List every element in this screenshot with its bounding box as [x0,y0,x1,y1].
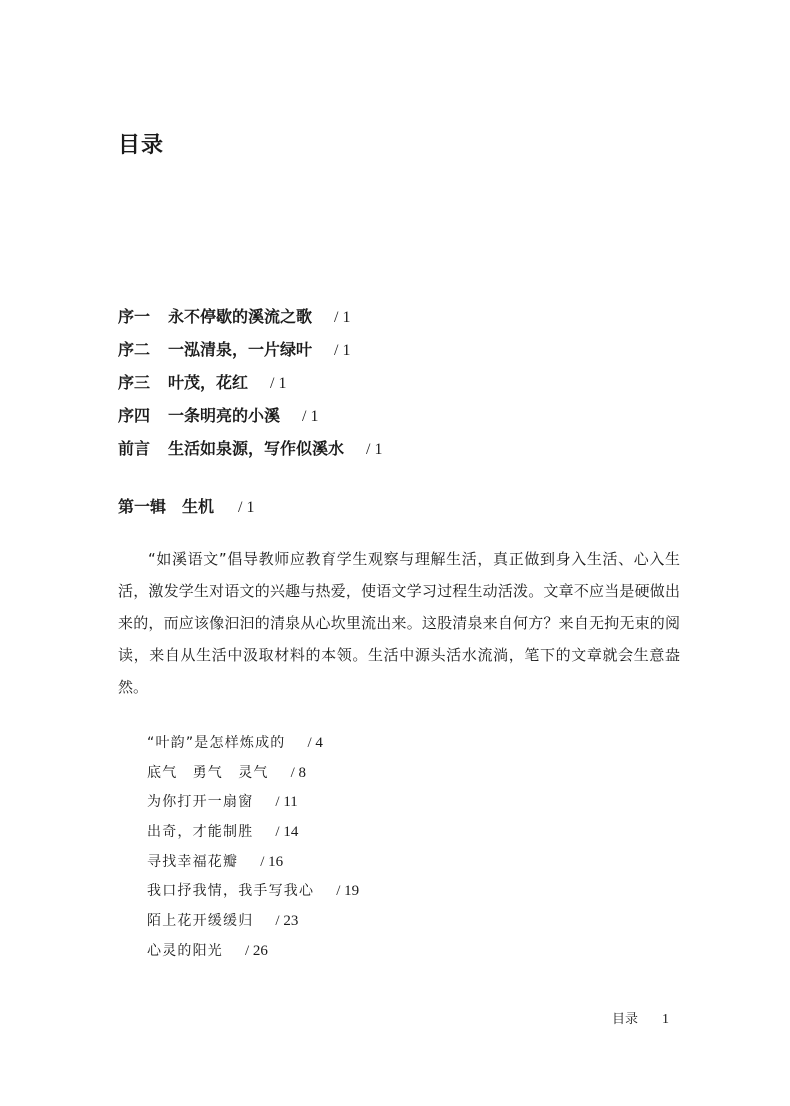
toc-entry-title: 一条明亮的小溪 [168,406,281,425]
toc-entry-label: 序三 [118,373,151,392]
toc-entry[interactable] [118,370,718,403]
toc-entry-title: 一泓清泉，一片绿叶 [168,340,313,359]
article-entry[interactable] [147,909,647,939]
toc-entry-title: 生活如泉源，写作似溪水 [168,439,345,458]
section-heading[interactable] [118,494,254,520]
article-title: 我口抒我情，我手写我心 [147,883,315,900]
section-page: / 1 [238,499,255,516]
article-title: 心灵的阳光 [147,942,223,959]
article-entry[interactable] [147,731,647,761]
toc-entry-title: 叶茂，花红 [168,373,249,392]
footer-label: 目录 [612,1012,639,1027]
toc-entry-page: / 1 [334,342,351,359]
page-footer [612,1011,669,1029]
toc-entry[interactable] [118,436,718,469]
section-label: 第一辑 [118,497,167,516]
article-title: 底气 勇气 灵气 [147,764,269,781]
toc-entry-label: 前言 [118,439,151,458]
article-entry[interactable] [147,790,647,820]
article-page: / 4 [307,735,323,751]
toc-entry-label: 序四 [118,406,151,425]
toc-entry-page: / 1 [366,441,383,458]
preface-list [118,304,718,469]
article-entry[interactable] [147,879,647,909]
article-page: / 8 [290,764,307,781]
toc-entry-page: / 1 [302,408,319,425]
section-title: 生机 [182,497,215,516]
article-entry[interactable] [147,761,647,791]
section-intro-paragraph: “如溪语文”倡导教师应教育学生观察与理解生活，真正做到身入生活、心入生活，激发学生对语文的兴趣与热爱，使语文学习过程生动活泼。文章不应当是硬做出来的，而应该像汩汩的清泉从心坎里流出来。这股清泉来自何方？来自无拘无束的阅读，来自从生活中汲取材料的本领。生活中源头活水流淌，笔下的文章就会生意盎然。 [118,550,680,696]
article-page: / 26 [245,942,268,959]
page-title: 目录 [118,132,165,158]
article-entry[interactable] [147,820,647,850]
article-entry[interactable] [147,939,647,969]
article-title: “叶韵”是怎样炼成的 [147,735,286,751]
article-page: / 14 [275,824,299,841]
article-page: / 23 [275,913,299,930]
article-title: 陌上花开缓缓归 [147,913,254,930]
toc-entry-title: 永不停歇的溪流之歌 [168,307,313,326]
toc-entry[interactable] [118,403,718,436]
article-page: / 16 [260,853,284,870]
toc-entry-label: 序一 [118,307,151,326]
toc-entry[interactable] [118,337,718,370]
toc-entry-page: / 1 [334,309,351,326]
footer-page-number: 1 [662,1012,670,1027]
article-title: 为你打开一扇窗 [147,794,254,811]
toc-entry-label: 序二 [118,340,151,359]
article-list [147,731,647,969]
article-title: 寻找幸福花瓣 [147,853,239,870]
article-page: / 19 [336,883,360,900]
article-page: / 11 [275,794,298,811]
article-entry[interactable] [147,850,647,880]
article-title: 出奇，才能制胜 [147,824,254,841]
toc-entry-page: / 1 [270,375,287,392]
toc-entry[interactable] [118,304,718,337]
